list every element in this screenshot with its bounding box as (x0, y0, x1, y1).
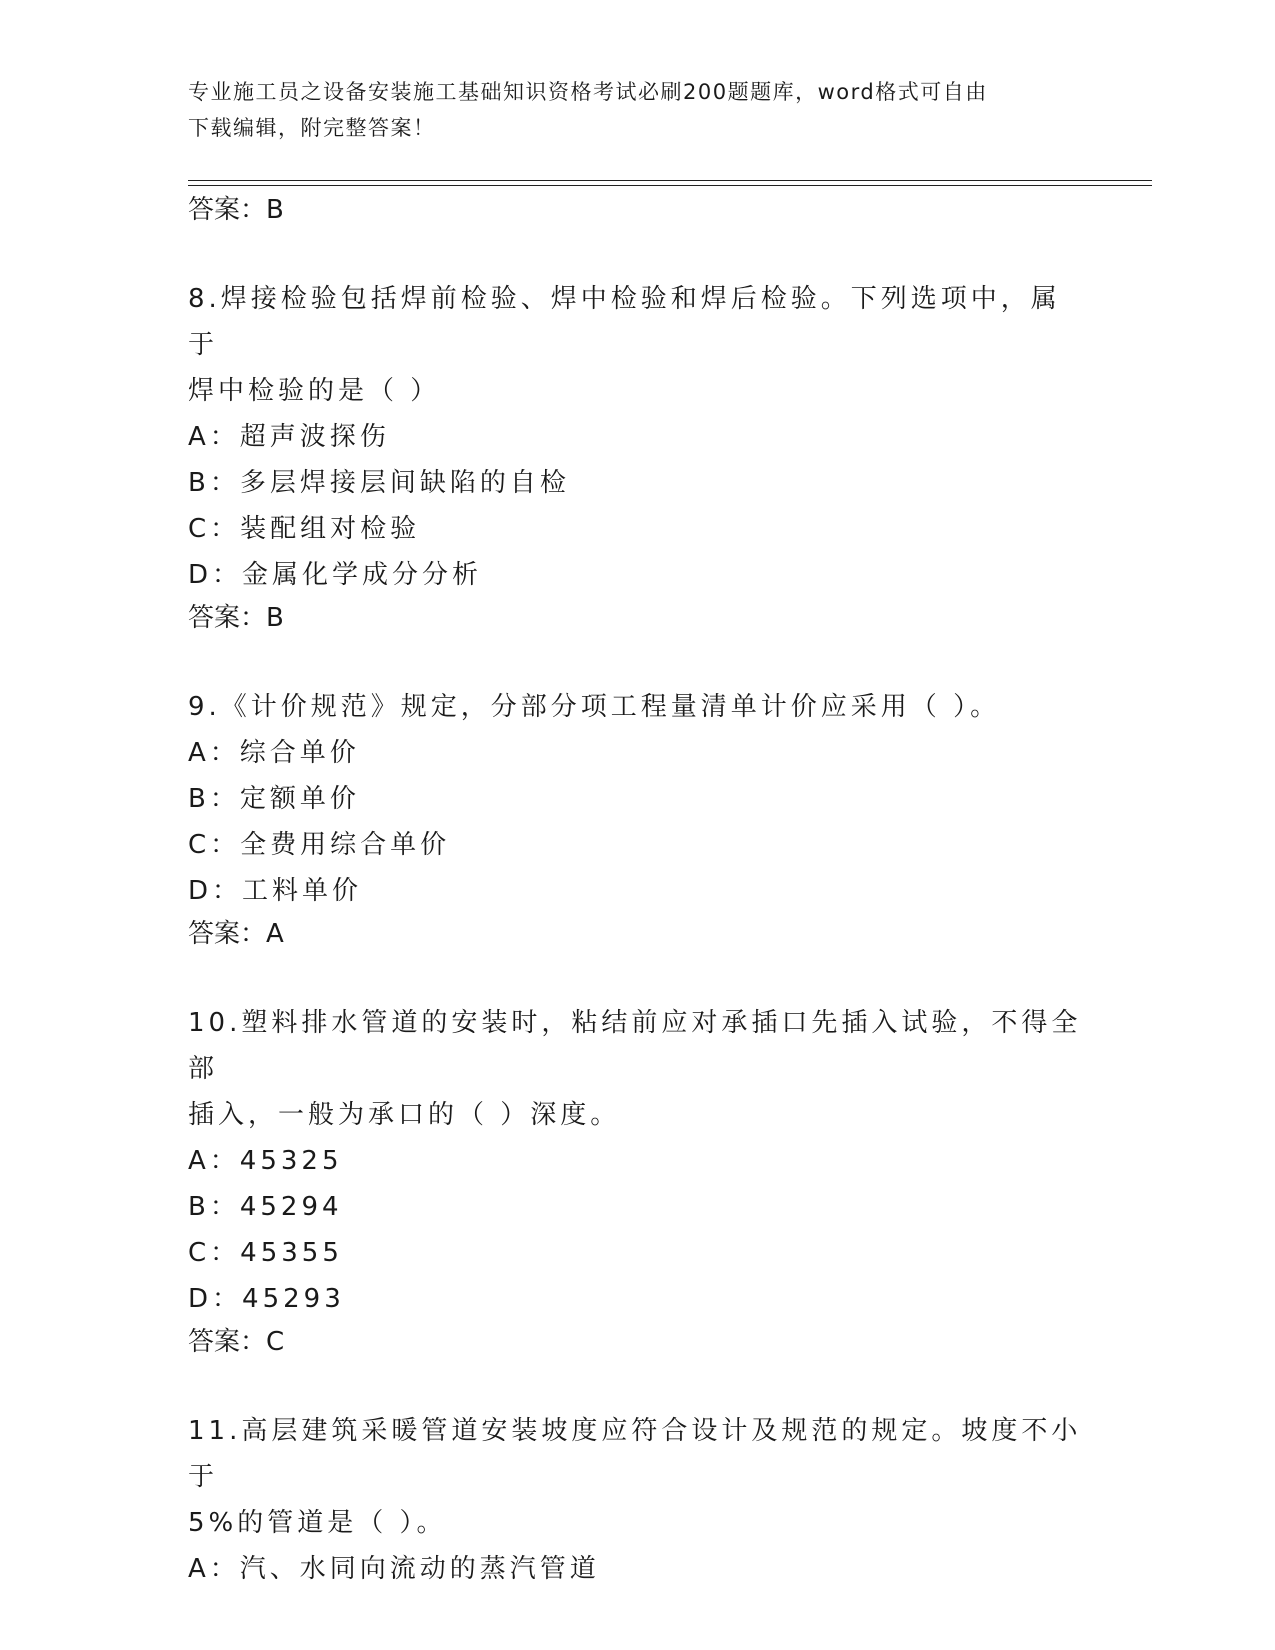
question-block (188, 684, 1088, 954)
option-c: C：45355 (188, 1238, 343, 1268)
question-block (188, 1000, 1088, 1362)
option-c: C：装配组对检验 (188, 514, 421, 544)
header-line-2: 下载编辑，附完整答案！ (188, 116, 436, 140)
option-a: A：汽、水同向流动的蒸汽管道 (188, 1554, 600, 1584)
question-block (188, 1408, 1088, 1592)
question-block (188, 276, 1088, 638)
document-body (188, 190, 1088, 1592)
header-line-1: 专业施工员之设备安装施工基础知识资格考试必刷200题题库，word格式可自由 (188, 80, 988, 104)
option-b: B：多层焊接层间缺陷的自检 (188, 468, 570, 498)
question-text: 10.塑料排水管道的安装时，粘结前应对承插口先插入试验，不得全部 (188, 1008, 1082, 1084)
question-text: 9.《计价规范》规定，分部分项工程量清单计价应采用（ ）。 (188, 692, 1001, 722)
option-a: A：45325 (188, 1146, 343, 1176)
option-d: D：工料单价 (188, 876, 363, 906)
answer-line: 答案：C (188, 1327, 285, 1357)
answer-line: 答案：B (188, 195, 284, 225)
question-text-cont: 插入，一般为承口的（ ）深度。 (188, 1100, 621, 1130)
question-text: 8.焊接检验包括焊前检验、焊中检验和焊后检验。下列选项中，属于 (188, 284, 1061, 360)
header-rule-bottom (188, 185, 1152, 186)
question-text: 11.高层建筑采暖管道安装坡度应符合设计及规范的规定。坡度不小于 (188, 1416, 1082, 1492)
question-text-cont: 5%的管道是（ ）。 (188, 1508, 447, 1538)
question-text-cont: 焊中检验的是（ ） (188, 376, 441, 406)
header-rule-top (188, 180, 1152, 181)
answer-line: 答案：A (188, 919, 284, 949)
option-c: C：全费用综合单价 (188, 830, 451, 860)
option-a: A：超声波探伤 (188, 422, 390, 452)
option-b: B：定额单价 (188, 784, 360, 814)
option-a: A：综合单价 (188, 738, 360, 768)
option-b: B：45294 (188, 1192, 343, 1222)
option-d: D：45293 (188, 1284, 345, 1314)
answer-line: 答案：B (188, 603, 284, 633)
document-header (188, 74, 1078, 146)
option-d: D：金属化学成分分析 (188, 560, 483, 590)
